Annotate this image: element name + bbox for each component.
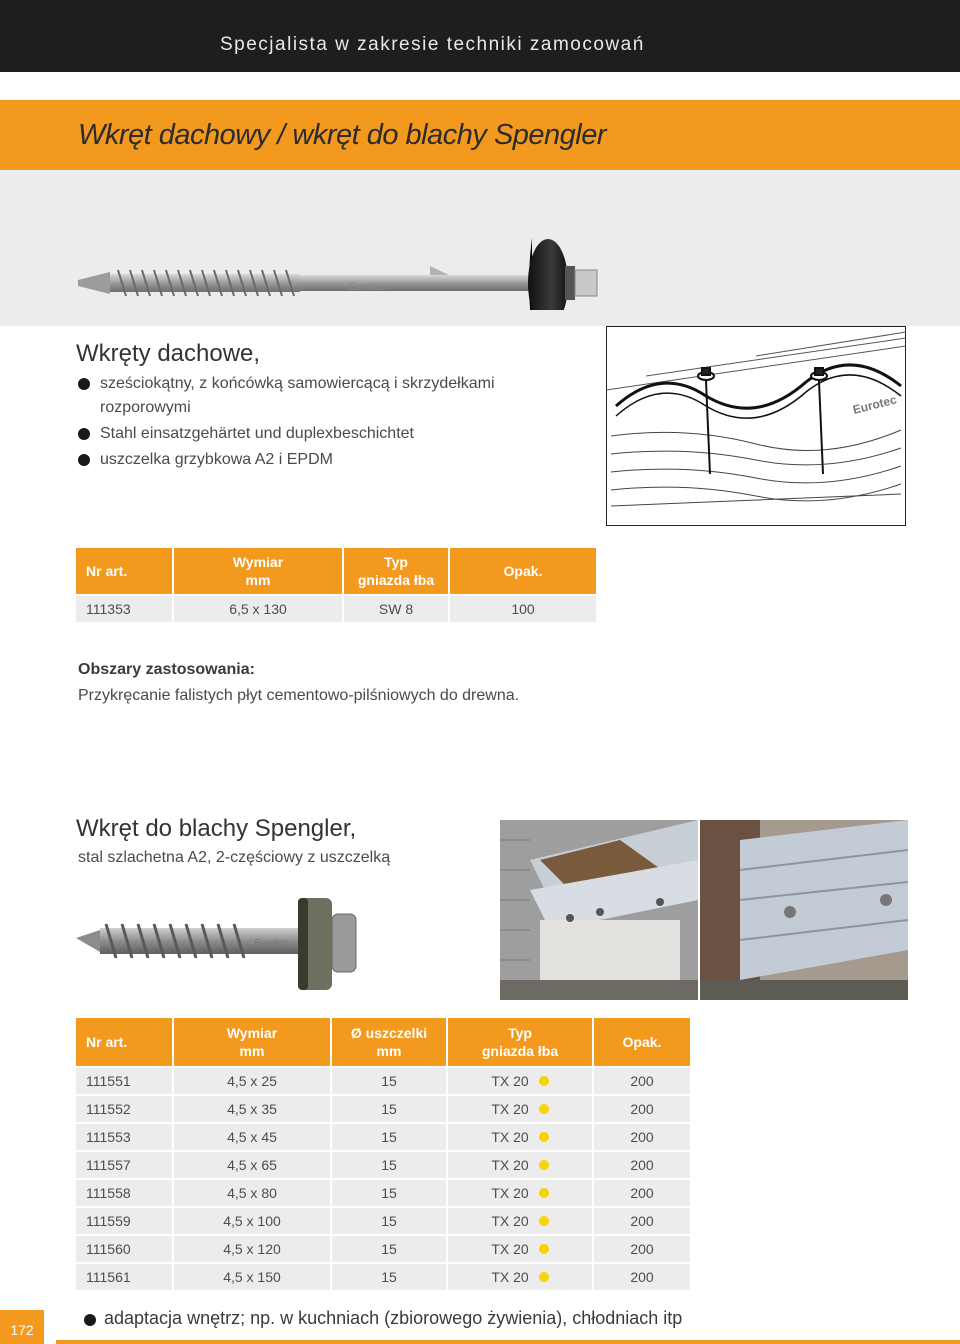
table-row [76, 1124, 690, 1150]
cell-pack: 200 [594, 1208, 690, 1234]
cell-article: 111553 [76, 1124, 172, 1150]
cell-article: 111353 [76, 596, 172, 622]
cell-seal-diameter: 15 [332, 1124, 446, 1150]
cell-drive: TX 20 [448, 1096, 592, 1122]
torx-drive-icon [539, 1216, 549, 1226]
cell-dimension: 4,5 x 100 [174, 1208, 330, 1234]
col-header-seal-diameter: Ø uszczelki mm [332, 1018, 446, 1066]
bullet-text: sześciokątny, z końcówką samowiercącą i skrzydełkami rozporowymi [100, 375, 495, 416]
company-tagline: Specjalista w zakresie techniki zamocowań [220, 34, 645, 55]
cell-seal-diameter: 15 [332, 1152, 446, 1178]
col-header-pack: Opak. [594, 1018, 690, 1066]
cell-pack: 200 [594, 1152, 690, 1178]
col-header-pack: Opak. [450, 548, 596, 594]
cell-drive: TX 20 [448, 1264, 592, 1290]
cell-article: 111561 [76, 1264, 172, 1290]
cell-article: 111560 [76, 1236, 172, 1262]
bullet-text: Stahl einsatzgehärtet und duplexbeschichtet [100, 425, 414, 442]
cell-dimension: 4,5 x 35 [174, 1096, 330, 1122]
section-subtitle: stal szlachetna A2, 2-częściowy z uszczelką [78, 849, 391, 866]
list-item [78, 422, 548, 446]
cell-dimension: 4,5 x 80 [174, 1180, 330, 1206]
torx-drive-icon [539, 1104, 549, 1114]
top-bar [0, 0, 960, 72]
col-header-drive: Typ gniazda łba [344, 548, 448, 594]
bullet-text: uszczelka grzybkowa A2 i EPDM [100, 451, 333, 468]
col-header-dimension: Wymiar mm [174, 1018, 330, 1066]
table-row [76, 1236, 690, 1262]
cell-drive: TX 20 [448, 1180, 592, 1206]
section-title-roofing-screws: Wkręty dachowe, [76, 340, 261, 367]
cell-pack: 200 [594, 1264, 690, 1290]
cell-drive: TX 20 [448, 1152, 592, 1178]
cell-dimension: 4,5 x 65 [174, 1152, 330, 1178]
col-header-article: Nr art. [76, 1018, 172, 1066]
table-row [76, 1096, 690, 1122]
table-row [76, 1152, 690, 1178]
cell-seal-diameter: 15 [332, 1264, 446, 1290]
table-row [76, 1208, 690, 1234]
spengler-screw-image [70, 890, 430, 1000]
cell-pack: 200 [594, 1180, 690, 1206]
torx-drive-icon [539, 1160, 549, 1170]
table-row [76, 1068, 690, 1094]
bullet-icon [78, 428, 90, 440]
cell-pack: 200 [594, 1096, 690, 1122]
col-header-article: Nr art. [76, 548, 172, 594]
cell-pack: 200 [594, 1124, 690, 1150]
page-number: 172 [0, 1310, 44, 1344]
cell-pack: 200 [594, 1236, 690, 1262]
gutter-installation-photo [500, 820, 698, 1000]
cell-dimension: 6,5 x 130 [174, 596, 342, 622]
torx-drive-icon [539, 1244, 549, 1254]
usage-heading: Obszary zastosowania: [78, 661, 255, 678]
footnote-text: adaptacja wnętrz; np. w kuchniach (zbiorowego żywienia), chłodniach itp [104, 1308, 683, 1328]
cell-pack: 200 [594, 1068, 690, 1094]
cell-dimension: 4,5 x 120 [174, 1236, 330, 1262]
product-table-roofing [74, 546, 598, 624]
table-row [76, 596, 596, 622]
cell-drive: TX 20 [448, 1236, 592, 1262]
cell-seal-diameter: 15 [332, 1236, 446, 1262]
table-header-row [76, 1018, 690, 1066]
cell-drive: TX 20 [448, 1068, 592, 1094]
col-header-drive: Typ gniazda łba [448, 1018, 592, 1066]
bottom-rule [56, 1340, 960, 1344]
cell-article: 111552 [76, 1096, 172, 1122]
col-header-dimension: Wymiar mm [174, 548, 342, 594]
table-row [76, 1180, 690, 1206]
cell-dimension: 4,5 x 150 [174, 1264, 330, 1290]
list-item [78, 448, 548, 472]
cell-seal-diameter: 15 [332, 1208, 446, 1234]
list-item [78, 372, 548, 420]
table-row [76, 1264, 690, 1290]
cell-seal-diameter: 15 [332, 1096, 446, 1122]
title-band [0, 100, 960, 170]
cell-dimension: 4,5 x 25 [174, 1068, 330, 1094]
svg-text:Eurotec: Eurotec [348, 281, 386, 293]
brand-mark: Eurotec [851, 392, 899, 417]
torx-drive-icon [539, 1188, 549, 1198]
torx-drive-icon [539, 1076, 549, 1086]
cell-article: 111559 [76, 1208, 172, 1234]
bullet-icon [78, 378, 90, 390]
torx-drive-icon [539, 1132, 549, 1142]
cell-dimension: 4,5 x 45 [174, 1124, 330, 1150]
roof-installation-drawing [606, 326, 906, 526]
footnote [84, 1308, 682, 1329]
bullet-icon [84, 1314, 96, 1326]
torx-drive-icon [539, 1272, 549, 1282]
cell-article: 111557 [76, 1152, 172, 1178]
cell-article: 111558 [76, 1180, 172, 1206]
product-photo-panel [0, 170, 960, 326]
cell-pack: 100 [450, 596, 596, 622]
usage-text: Przykręcanie falistych płyt cementowo-pilśniowych do drewna. [78, 687, 520, 704]
cell-article: 111551 [76, 1068, 172, 1094]
profile-installation-photo [700, 820, 908, 1000]
cell-seal-diameter: 15 [332, 1068, 446, 1094]
cell-drive: TX 20 [448, 1124, 592, 1150]
page-title: Wkręt dachowy / wkręt do blachy Spengler [78, 119, 607, 151]
product-table-spengler [74, 1016, 692, 1292]
section-title-spengler-screws: Wkręt do blachy Spengler, [76, 815, 357, 842]
cell-seal-diameter: 15 [332, 1180, 446, 1206]
cell-drive: TX 20 [448, 1208, 592, 1234]
bullet-icon [78, 454, 90, 466]
svg-text:Eurotec: Eurotec [254, 938, 289, 949]
feature-list [78, 372, 548, 474]
roofing-screw-image [70, 200, 630, 310]
cell-drive: SW 8 [344, 596, 448, 622]
table-header-row [76, 548, 596, 594]
